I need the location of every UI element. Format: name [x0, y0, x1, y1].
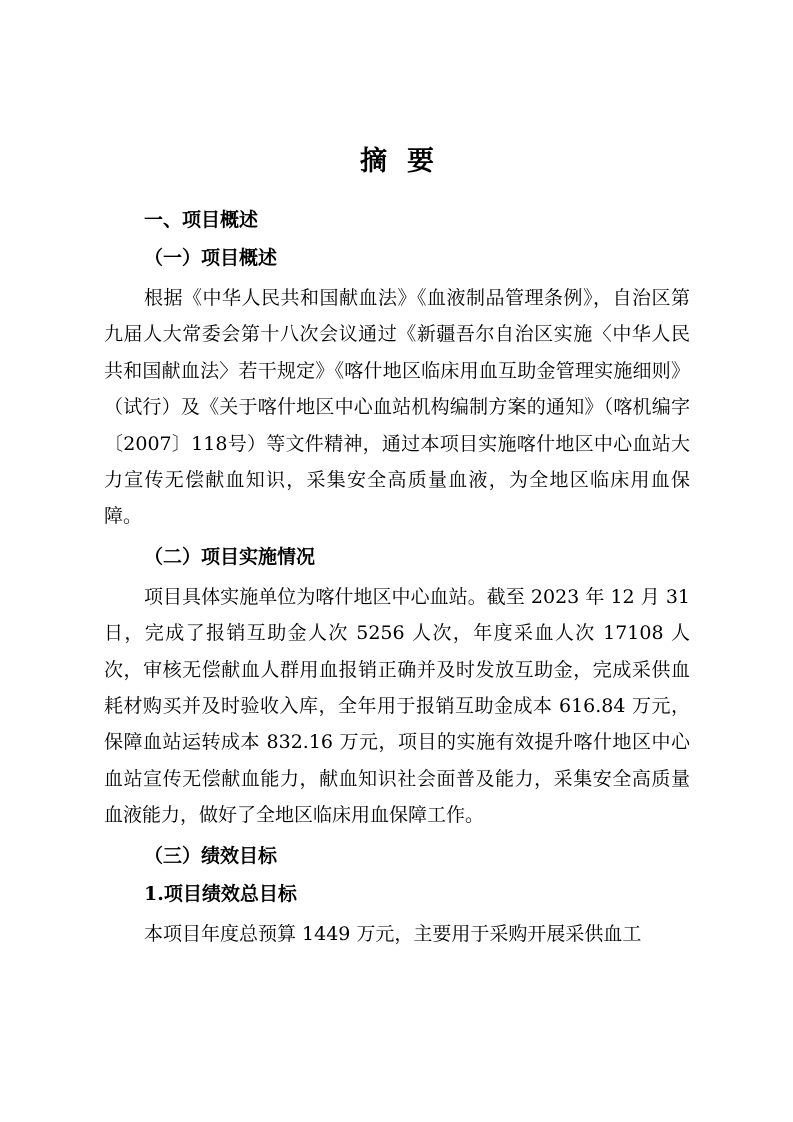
point-heading-total-goal: 1.项目绩效总目标 [144, 882, 297, 905]
document-page [104, 140, 690, 952]
page-title: 摘要 [360, 146, 454, 177]
subsection-heading-goals: （三）绩效目标 [144, 844, 278, 867]
section-heading-overview: 一、项目概述 [144, 209, 259, 231]
paragraph-overview: 根据《中华人民共和国献血法》《血液制品管理条例》，自治区第九届人大常委会第十八次会议通过《新疆吾尔自治区实施〈中华人民共和国献血法〉若干规定》《喀什地区临床用血互助金管理实施细则》（试行）及《关于喀什地区中心血站机构编制方案的通知》（喀机编字〔2007〕118号）等文件精神，通过本项目实施喀什地区中心血站大力宣传无偿献血知识，采集安全高质量血液，为全地区临床用血保障。 [104, 287, 690, 528]
subsection-heading-implementation: （二）项目实施情况 [144, 545, 316, 568]
subsection-heading-overview: （一）项目概述 [144, 247, 278, 269]
paragraph-implementation: 项目具体实施单位为喀什地区中心血站。截至 2023 年 12 月 31 日，完成了报销互助金人次 5256 人次，年度采血人次 17108 人次，审核无偿献血人群用血报销正确并及时发放互助金，完成采供血耗材购买并及时验收入库，全年用于报销互助金成本 616.84 万元，保障血站运转成本 832.16 万元，项目的实施有效提升喀什地区中心血站宣传无偿献血能力，献血知识社会面普及能力，采集安全高质量血液能力，做好了全地区临床用血保障工作。 [104, 585, 690, 827]
paragraph-total-goal: 本项目年度总预算 1449 万元，主要用于采购开展采供血工 [144, 922, 642, 945]
